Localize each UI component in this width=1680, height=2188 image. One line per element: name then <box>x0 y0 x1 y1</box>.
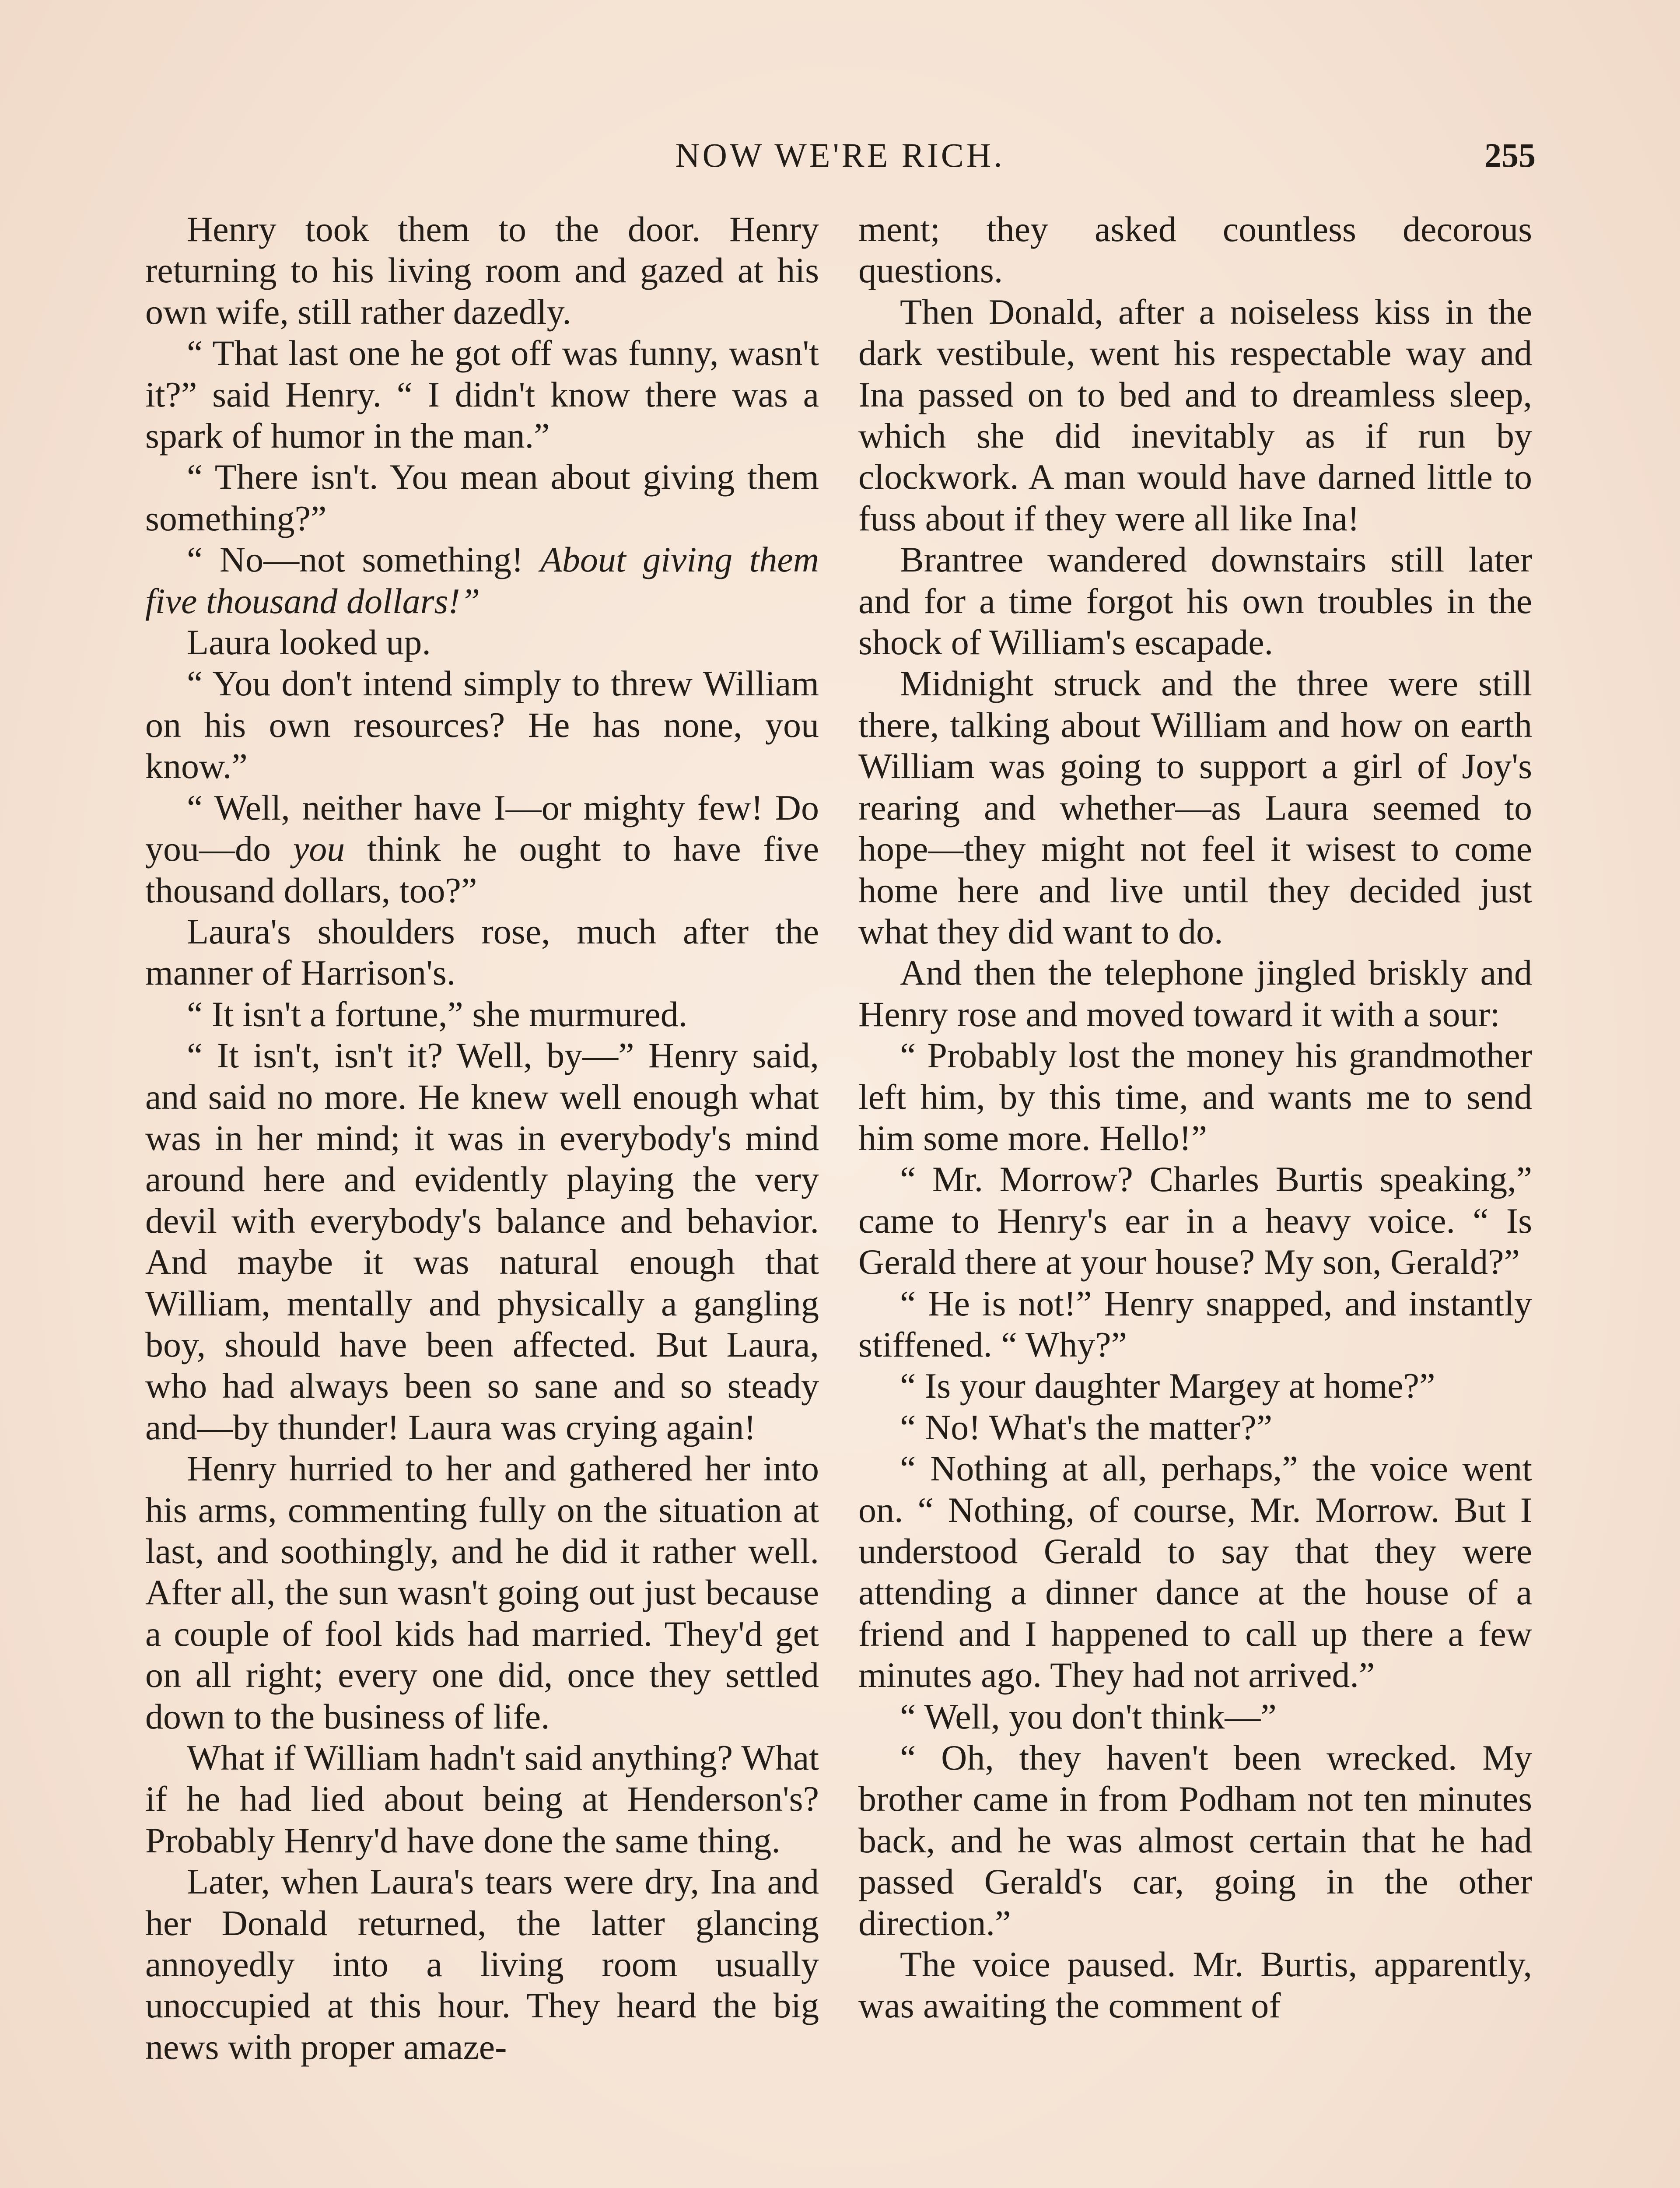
italic-text: you <box>293 829 345 869</box>
paragraph: Laura's shoulders rose, much after the manner of Harrison's. <box>145 911 819 993</box>
paragraph-text: think he ought to have five thousand dollars, too?” <box>145 829 819 910</box>
italic-text: About giving them five thousand dollars!” <box>145 540 819 621</box>
paragraph: “ You don't intend simply to threw William on his own resources? He has none, you know.” <box>145 663 819 786</box>
paragraph: “ Probably lost the money his grandmother left him, by this time, and wants me to send him some more. Hello!” <box>858 1035 1532 1158</box>
paragraph <box>145 787 819 911</box>
paragraph: Henry took them to the door. Henry returning to his living room and gazed at his own wife, still rather dazedly. <box>145 209 819 332</box>
paragraph: Laura looked up. <box>187 622 431 663</box>
paragraph: The voice paused. Mr. Burtis, apparently, was awaiting the comment of <box>858 1944 1532 2026</box>
paragraph: What if William hadn't said anything? What if he had lied about being at Henderson's? Probably Henry'd have done the same thing. <box>145 1738 819 1860</box>
paragraph: “ It isn't, isn't it? Well, by—” Henry said, and said no more. He knew well enough what was in her mind; it was in everybody's mind around here and evidently playing the very devil with everybody's balance and behavior. And maybe it was natural enough that William, mentally and physically a gangling boy, should have been affected. But Laura, who had always been so sane and so steady and—by thunder! Laura was crying again! <box>145 1035 819 1447</box>
paragraph-text: “ Well, neither have I—or mighty few! Do you—do <box>145 787 819 869</box>
paragraph <box>145 539 819 622</box>
paragraph: Midnight struck and the three were still there, talking about William and how on earth William was going to support a girl of Joy's rearing and whether—as Laura seemed to hope—they might not feel it wisest to come home here and live until they decided just what they did want to do. <box>858 663 1532 951</box>
paragraph: “ Oh, they haven't been wrecked. My brother came in from Podham not ten minutes back, and he was almost certain that he had passed Gerald's car, going in the other direction.” <box>858 1738 1532 1943</box>
paragraph: “ It isn't a fortune,” she murmured. <box>187 994 688 1034</box>
paragraph: “ There isn't. You mean about giving them something?” <box>145 457 819 538</box>
paragraph: And then the telephone jingled briskly and Henry rose and moved toward it with a sour: <box>858 953 1532 1034</box>
paragraph: ment; they asked countless decorous questions. <box>858 209 1532 291</box>
paragraph: Later, when Laura's tears were dry, Ina and her Donald returned, the latter glancing annoyedly into a living room usually unoccupied at this hour. They heard the big news with proper amaze- <box>145 1862 819 2067</box>
left-text-column <box>145 209 819 2068</box>
paragraph: “ That last one he got off was funny, wasn't it?” said Henry. “ I didn't know there was a spark of humor in the man.” <box>145 333 819 456</box>
paragraph: “ Well, you don't think—” <box>900 1696 1277 1736</box>
paragraph: “ Nothing at all, perhaps,” the voice went on. “ Nothing, of course, Mr. Morrow. But I understood Gerald to say that they were attending a dinner dance at the house of a friend and I happened to call up there a few minutes ago. They had not arrived.” <box>858 1448 1532 1695</box>
page-number: 255 <box>1484 136 1536 174</box>
paragraph-text: “ No—not something! <box>187 540 540 580</box>
running-title: NOW WE'RE RICH. <box>675 136 1005 174</box>
running-header <box>0 127 1680 184</box>
paragraph: Henry hurried to her and gathered her into his arms, commenting fully on the situation at last, and soothingly, and he did it rather well. After all, the sun wasn't going out just because a couple of fool kids had married. They'd get on all right; every one did, once they settled down to the business of life. <box>145 1448 819 1736</box>
paragraph: “ No! What's the matter?” <box>900 1407 1273 1447</box>
paragraph: Brantree wandered downstairs still later and for a time forgot his own troubles in the shock of William's escapade. <box>858 540 1532 663</box>
right-text-column <box>858 209 1532 2027</box>
paragraph: Then Donald, after a noiseless kiss in the dark vestibule, went his respectable way and Ina passed on to bed and to dreamless sleep, which she did inevitably as if run by clockwork. A man would have darned little to fuss about if they were all like Ina! <box>858 291 1532 538</box>
paragraph: “ He is not!” Henry snapped, and instantly stiffened. “ Why?” <box>858 1283 1532 1364</box>
paragraph: “ Is your daughter Margey at home?” <box>900 1366 1435 1406</box>
paragraph: “ Mr. Morrow? Charles Burtis speaking,” came to Henry's ear in a heavy voice. “ Is Gerald there at your house? My son, Gerald?” <box>858 1159 1532 1282</box>
